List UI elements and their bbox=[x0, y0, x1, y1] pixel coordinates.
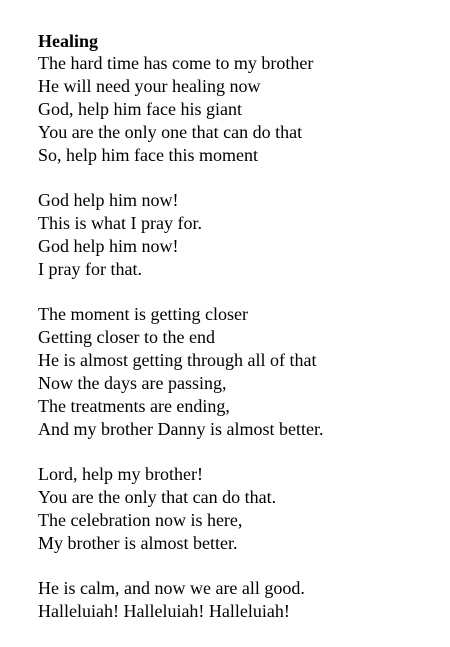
poem-line: God, help him face his giant bbox=[38, 99, 242, 119]
poem-line: The moment is getting closer bbox=[38, 304, 248, 324]
poem-document bbox=[38, 30, 438, 645]
poem-line: God help him now! bbox=[38, 190, 179, 210]
stanza-5 bbox=[38, 577, 438, 623]
poem-line: My brother is almost better. bbox=[38, 533, 238, 553]
poem-line: The celebration now is here, bbox=[38, 510, 243, 530]
poem-line: The treatments are ending, bbox=[38, 396, 230, 416]
poem-line: He will need your healing now bbox=[38, 76, 261, 96]
poem-line: You are the only one that can do that bbox=[38, 122, 303, 142]
poem-line: Getting closer to the end bbox=[38, 327, 215, 347]
poem-line: Halleluiah! Halleluiah! Halleluiah! bbox=[38, 601, 290, 621]
poem-line: Lord, help my brother! bbox=[38, 464, 203, 484]
poem-line: God help him now! bbox=[38, 236, 179, 256]
stanza-3 bbox=[38, 303, 438, 441]
poem-line: This is what I pray for. bbox=[38, 213, 202, 233]
stanza-2 bbox=[38, 189, 438, 281]
poem-line: He is calm, and now we are all good. bbox=[38, 578, 305, 598]
stanza-1 bbox=[38, 52, 438, 167]
stanza-4 bbox=[38, 463, 438, 555]
poem-line: I pray for that. bbox=[38, 259, 142, 279]
poem-line: So, help him face this moment bbox=[38, 145, 258, 165]
poem-line: Now the days are passing, bbox=[38, 373, 227, 393]
poem-line: The hard time has come to my brother bbox=[38, 53, 314, 73]
poem-line: And my brother Danny is almost better. bbox=[38, 419, 324, 439]
poem-line: You are the only that can do that. bbox=[38, 487, 277, 507]
poem-title: Healing bbox=[38, 31, 99, 51]
poem-line: He is almost getting through all of that bbox=[38, 350, 317, 370]
